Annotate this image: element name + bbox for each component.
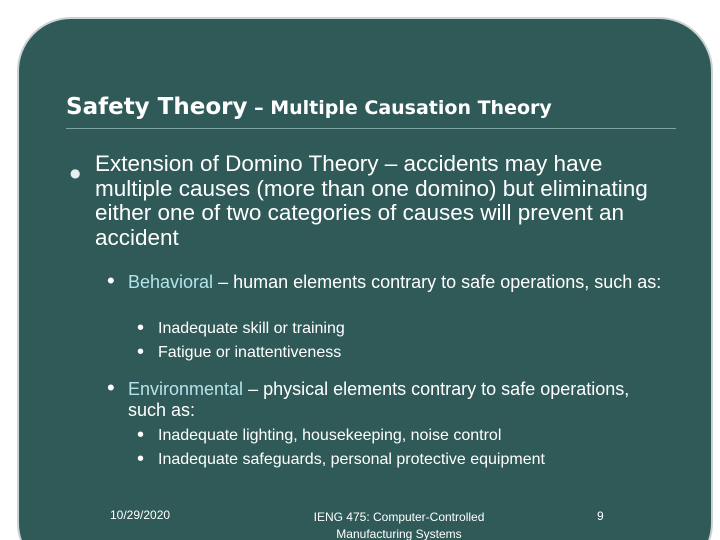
list-item: Inadequate safeguards, personal protective equipment xyxy=(158,451,545,468)
list-item: Inadequate lighting, housekeeping, noise control xyxy=(158,427,502,444)
bullet-icon: ● xyxy=(70,166,81,180)
title-rest: – Multiple Causation Theory xyxy=(247,97,552,119)
page-number: 9 xyxy=(597,509,604,523)
main-bullet-text: Extension of Domino Theory – accidents may have multiple causes (more than one domino) but eliminating either one of two categories of causes will prevent an accident xyxy=(95,151,648,250)
bullet-icon: • xyxy=(137,317,145,339)
bullet-icon: • xyxy=(137,448,145,470)
footer-date: 10/29/2020 xyxy=(110,508,171,522)
bullet-icon: • xyxy=(137,424,145,446)
term-environmental: Environmental xyxy=(128,379,244,399)
list-item: Fatigue or inattentiveness xyxy=(158,344,342,361)
term-behavioral: Behavioral xyxy=(128,272,214,292)
bullet-icon: • xyxy=(107,268,115,293)
sub-bullet-environmental xyxy=(128,379,668,421)
bullet-icon: • xyxy=(137,341,145,363)
footer-course: IENG 475: Computer-Controlled Manufacturing Systems xyxy=(313,510,485,540)
bullet-icon: • xyxy=(107,375,115,400)
title-main: Safety Theory xyxy=(66,94,248,120)
slide-title xyxy=(66,94,552,120)
title-divider xyxy=(66,128,676,129)
behavioral-description: – human elements contrary to safe operations, such as: xyxy=(213,272,662,292)
sub-bullet-behavioral xyxy=(128,272,668,293)
list-item: Inadequate skill or training xyxy=(158,320,345,337)
environmental-description: – physical elements contrary to safe operations, such as: xyxy=(128,379,630,420)
